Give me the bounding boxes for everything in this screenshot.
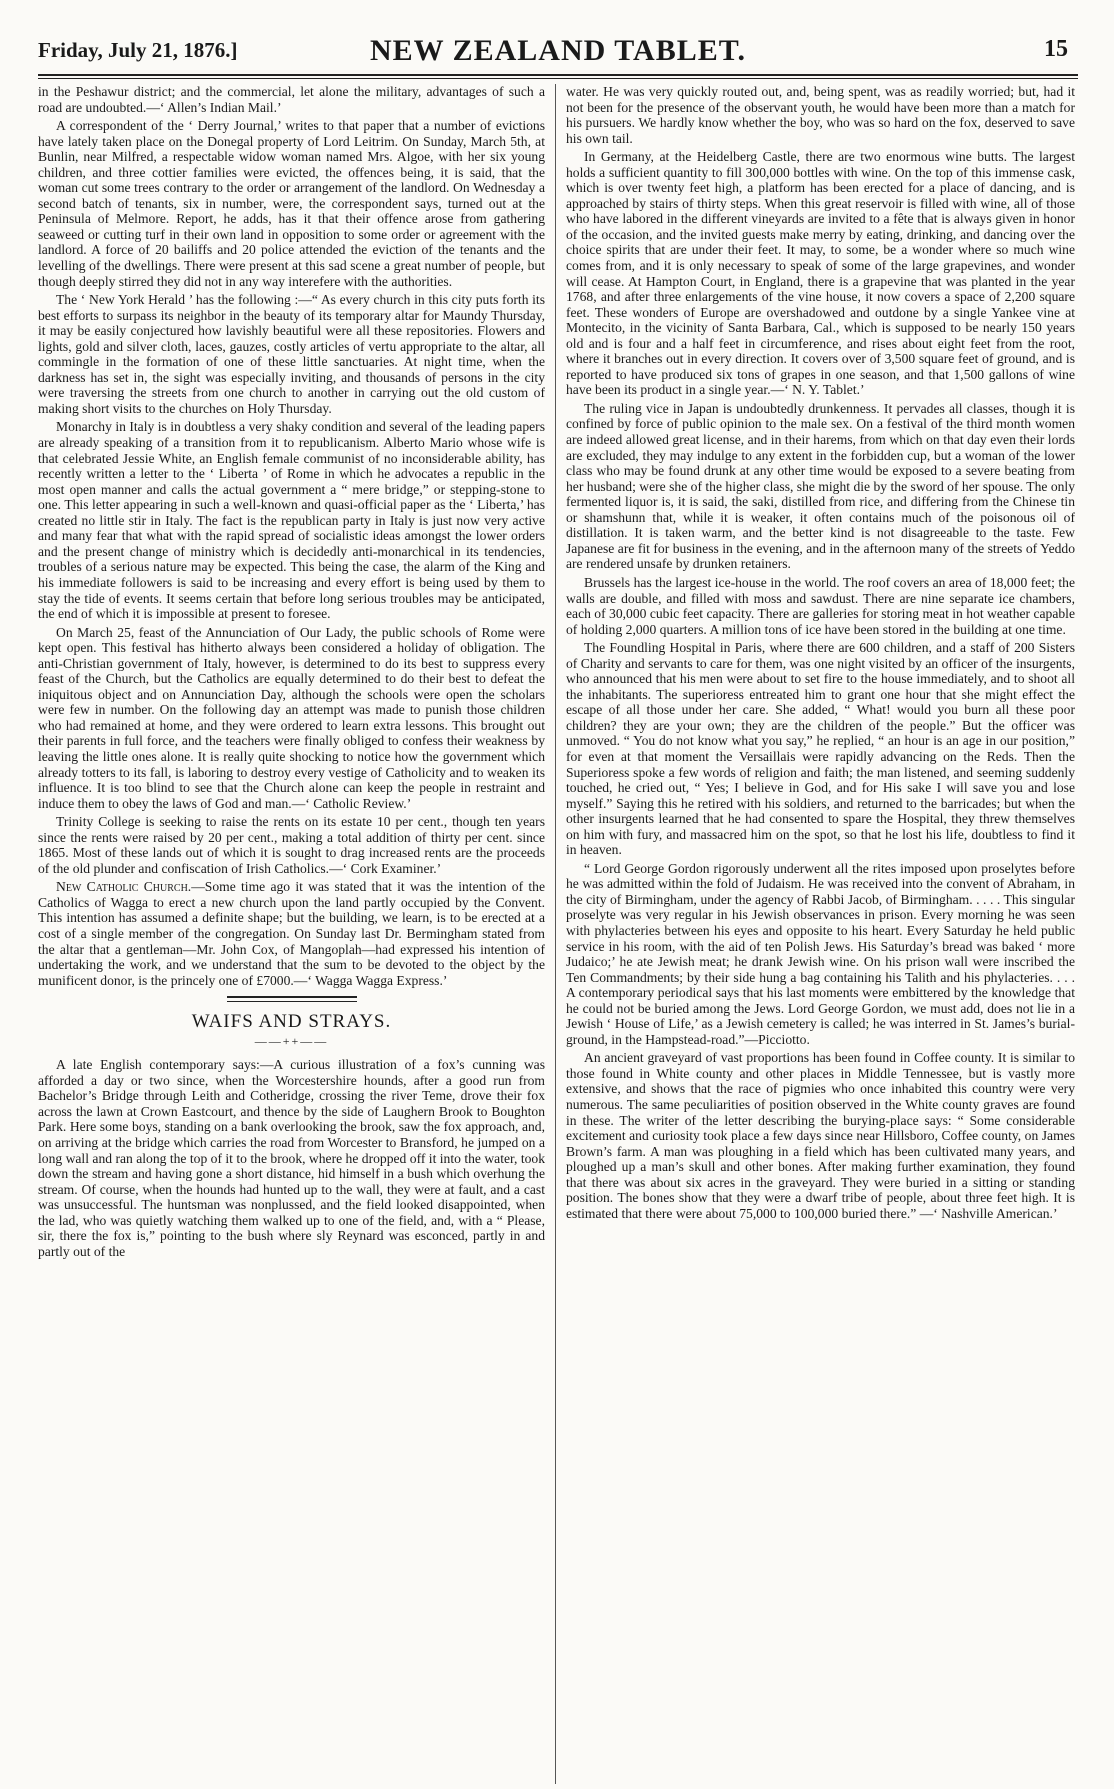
left-column (38, 84, 545, 1784)
section-ornament: ——++—— (254, 1033, 329, 1048)
article-lead: New Catholic Church. (56, 879, 192, 895)
article-paragraph: The Foundling Hospital in Paris, where there are 600 children, and a staff of 200 Sisters of Charity and servants to care for them, was one night visited by an officer of the insurgents, who announced that his men were about to set fire to the house immediately, and to shoot all the inhabitants. The superioress entreated him to grant one hour that she might effect the escape of all those under her care. She added, “ What! would you burn all these poor children? they are your own; they are the children of the people.” But the officer was unmoved. “ You do not know what you say,” he replied, “ an hour is an age in our position,” for even at that moment the Versaillais were rapidly advancing on the Reds. Then the Superioress spoke a few words of religion and faith; the man listened, and seeming suddenly touched, he cried out, “ Yes; I believe in God, and for His sake I will save you and lose myself.” Saying this he retired with his soldiers, and returned to the barricades; but when the other insurgents learned that he had consented to spare the Hospital, they threw themselves on him with fury, and massacred him on the spot, so that he lost his life, doubtless to find it in heaven. (566, 640, 1075, 858)
masthead (38, 34, 1078, 74)
header-rule (38, 74, 1078, 76)
section-title: WAIFS AND STRAYS. (191, 1011, 392, 1033)
article-paragraph: A correspondent of the ‘ Derry Journal,’ writes to that paper that a number of evictions have lately taken place on the Donegal property of Lord Leitrim. On Sunday, March 5th, at Bunlin, near Milfred, a respectable widow woman named Mrs. Algoe, with her six young children, and three cottier families were evicted, the offences being, it is said, that the woman cut some trees contrary to the order or arrangement of the landlord. On Wednesday a second batch of tenants, six in number, were, the correspondent says, turned out at the Peninsula of Melmore. Report, he adds, has it that their offence arose from gathering seaweed or cutting turf in their own land in opposition to some order or agreement with the landlord. A force of 20 bailiffs and 20 police attended the eviction of the tenants and the levelling of the dwellings. There were present at this sad scene a great number of people, but though deeply stirred they did not in any way interefere with the authorities. (38, 118, 545, 289)
column-divider (555, 84, 556, 1784)
article-paragraph: in the Peshawur district; and the commercial, let alone the military, advantages of such a road are undoubted.—‘ Allen’s Indian Mail.’ (38, 84, 545, 115)
article-body: —Some time ago it was stated that it was the intention of the Catholics of Wagga to erect a new church upon the land partly occupied by the Convent. This intention has assumed a definite shape; but the building, we learn, is to be erected at a cost of a single member of the congregation. On Sunday last Dr. Bermingham stated from the altar that a gentleman—Mr. John Cox, of Mangoplah—had expressed his intention of undertaking the work, and we understand that the sum to be devoted to the object by the munificent donor, is the princely one of £7000.—‘ Wagga Wagga Express.’ (38, 879, 545, 988)
article-paragraph: An ancient graveyard of vast proportions has been found in Coffee county. It is similar to those found in White county and other places in Middle Tennessee, but is vastly more extensive, and shows that the race of pigmies who once inhabited this country were very numerous. The same peculiarities of position observed in the White county graves are found in these. The writer of the letter describing the burying-place says: “ Some considerable excitement and curiosity took place a few days since near Hillsboro, Coffee county, on James Brown’s farm. A man was ploughing in a field which has been cultivated many years, and ploughed up a man’s skull and other bones. After making further examination, they found that there was about six acres in the graveyard. They were buried in a sitting or standing position. The bones show that they were a dwarf tribe of people, about three feet high. It is estimated that there were about 75,000 to 100,000 buried there.” —‘ Nashville American.’ (566, 1050, 1075, 1221)
article-paragraph: Monarchy in Italy is in doubtless a very shaky condition and several of the leading papers are already speaking of a transition from it to republicanism. Alberto Mario whose wife is that celebrated Jessie White, an English female communist of no inconsiderable ability, has recently written a letter to the ‘ Liberta ’ of Rome in which he advocates a republic in the most open manner and calls the actual government a “ mere bridge,” or stepping-stone to one. This letter appearing in such a well-known and quasi-official paper as the ‘ Liberta,’ has created no little stir in Italy. The fact is the republican party in Italy is just now very active and many fear that what with the rapid spread of socialistic ideas amongst the lower orders and the present change of ministry which is decidedly anti-monarchical in its tendencies, troubles of a serious nature may be expected. This being the case, the alarm of the King and his immediate followers is said to be increasing and every effort is being used by them to stay the tide of events. It seems certain that before long serious troubles may be anticipated, the end of which it is impossible at present to foresee. (38, 419, 545, 622)
article-paragraph: water. He was very quickly routed out, and, being spent, was as readily worried; but, had it not been for the presence of the observant youth, he would have been more than a match for his pursuers. We hardly know whether the boy, who was so hard on the fox, deserved to save his own tail. (566, 84, 1075, 146)
section-divider (227, 996, 357, 1002)
right-column (566, 84, 1075, 1784)
article-paragraph: A late English contemporary says:—A curious illustration of a fox’s cunning was afforded a day or two since, when the Worcestershire hounds, after a good run from Bachelor’s Bridge through Leith and Cotheridge, crossing the river Teme, drove their fox across the lawn at Crown Eastcourt, and thence by the side of Laughern Brook to Boughton Park. Here some boys, standing on a bank overlooking the brook, saw the fox approach, and, on arriving at the bridge which carries the road from Worcester to Bransford, he jumped on a long wall and ran along the top of it to the brook, where he dropped off it into the water, took down the stream and having gone a short distance, hid himself in a bush which overhung the stream. Of course, when the hounds had hunted up to the wall, they were at fault, and a cast was unsuccessful. The huntsman was nonplussed, and the field looked disappointed, when the lad, who was quietly watching them walked up to one of the field, and, with a “ Please, sir, there the fox is,” pointing to the bush where sly Reynard was esconced, partly in and partly out of the (38, 1057, 545, 1259)
newspaper-title: NEW ZEALAND TABLET. (369, 34, 747, 67)
page-number: 15 (1044, 36, 1068, 62)
article-paragraph: The ruling vice in Japan is undoubtedly drunkenness. It pervades all classes, though it is confined by force of public opinion to the male sex. On a festival of the third month women are indeed allowed great license, and in their harems, from which on that day even their lords are excluded, they may indulge to any extent in the forbidden cup, but a woman of the lower class who may be found drunk at any other time would be exposed to a severe beating from her husband; were she of the higher class, she might die by the sword of her spouse. The only fermented liquor is, it is said, the saki, distilled from rice, and differing from the Chinese tin or shamshunn that, while it is weaker, it often contains much of the poisonous oil of distillation. It is taken warm, and the better kind is not disagreeable to the taste. Few Japanese are fit for business in the evening, and in the afternoon many of the streets of Yeddo are rendered unsafe by drunken retainers. (566, 400, 1075, 572)
article-paragraph: The ‘ New York Herald ’ has the following :—“ As every church in this city puts forth its best efforts to surpass its neighbor in the beauty of its temporary altar for Maundy Thursday, it may be easily conjectured how lavishly beautiful were all these repositories. Flowers and lights, gold and silver cloth, laces, gauzes, costly articles of vertu appropriate to the altar, all commingle in the formation of one of these little sanctuaries. At night time, when the darkness has set in, the sight was especially inviting, and thousands of persons in the city were traversing the streets from one church to another in carrying out the old custom of making short visits to the churches on Holy Thursday. (38, 292, 545, 416)
article-paragraph: In Germany, at the Heidelberg Castle, there are two enormous wine butts. The largest holds a sufficient quantity to fill 300,000 bottles with wine. On the top of this immense cask, which is over twenty feet high, a platform has been erected for a place of dancing, and is approached by stairs of thirty steps. When this great reservoir is filled with wine, all of those who have labored in the different vineyards are invited to a fête that is always given in honor of the occasion, and the invited guests make merry by eating, drinking, and dancing over the choice spirits that are under their feet. It may, to some, be a wonder where so much wine comes from, and it is only necessary to speak of some of the large grapevines, and wonder will cease. At Hampton Court, in England, there is a grapevine that was planted in the year 1768, and after three enlargements of the vine house, it now covers a space of 2,200 square feet. These wonders of Europe are overshadowed and outdone by a single Yankee vine at Montecito, in the vicinity of Santa Barbara, Cal., which is supposed to be nearly 150 years old and is four and a half feet in circumference, and rises about eight feet from the root, where it branches out in every direction. It covers over of 3,500 square feet of ground, and is reported to have produced six tons of grapes in one season, and that 1,500 gallons of wine have been its product in a single year.—‘ N. Y. Tablet.’ (566, 149, 1075, 398)
article-paragraph: Trinity College is seeking to raise the rents on its estate 10 per cent., though ten years since the rents were raised by 20 per cent., making a total addition of thirty per cent. since 1865. Most of these lands out of which it is sought to drag increased rents are the proceeds of the old plunder and confiscation of Irish Catholics.—‘ Cork Examiner.’ (38, 814, 545, 876)
article-paragraph: On March 25, feast of the Annunciation of Our Lady, the public schools of Rome were kept open. This festival has hitherto always been considered a holiday of obligation. The anti-Christian government of Italy, however, is determined to do its best to suppress every feast of the Church, but the Catholics are equally determined to do their best to defeat the iniquitous object and on Annunciation Day, although the schools were open the scholars were few in number. On the following day an attempt was made to punish those children who had remained at home, and they were ordered to learn extra lessons. This brought out their parents in full force, and the teachers were finally obliged to confess their weakness by leaving the little ones alone. It is really quite shocking to notice how the government which already totters to its fall, is laboring to destroy every vestige of Catholicity and to weaken its influence. It is too blind to see that the Church alone can keep the people in restraint and induce them to obey the laws of God and man.—‘ Catholic Review.’ (38, 624, 545, 811)
article-paragraph: Brussels has the largest ice-house in the world. The roof covers an area of 18,000 feet; the walls are double, and filled with moss and sawdust. There are nine separate ice chambers, each of 30,000 cubic feet capacity. There are galleries for storing meat in hot weather capable of holding 2,000 quarters. A million tons of ice have been stored in the building at one time. (566, 574, 1075, 637)
article-paragraph: “ Lord George Gordon rigorously underwent all the rites imposed upon proselytes before he was admitted within the fold of Judaism. He was received into the convent of Abraham, in the city of Birmingham, under the agency of Rabbi Jacob, of Birmingham. . . . . This singular proselyte was very regular in his Jewish observances in prison. Every morning he was seen with phylacteries between his eyes and opposite to his heart. Every Saturday he held public service in his room, with the aid of ten Polish Jews. His Saturday’s bread was baked ‘ more Judaico;’ he ate Jewish meat; he drank Jewish wine. On his prison wall were inscribed the Ten Commandments; by their side hung a bag containing his Talith and his phylacteries. . . . A contemporary periodical says that his last moments were embittered by the knowledge that he could not be buried among the Jews. Lord George Gordon, we must add, does not lie in a Jewish ‘ House of Life,’ as a Jewish cemetery is called; he was interred in St. James’s burial-ground, in the Hampstead-road.”—Picciotto. (566, 860, 1075, 1047)
issue-date: Friday, July 21, 1876.] (38, 38, 238, 62)
header-rule-thin (38, 78, 1078, 79)
article-paragraph (38, 879, 545, 988)
